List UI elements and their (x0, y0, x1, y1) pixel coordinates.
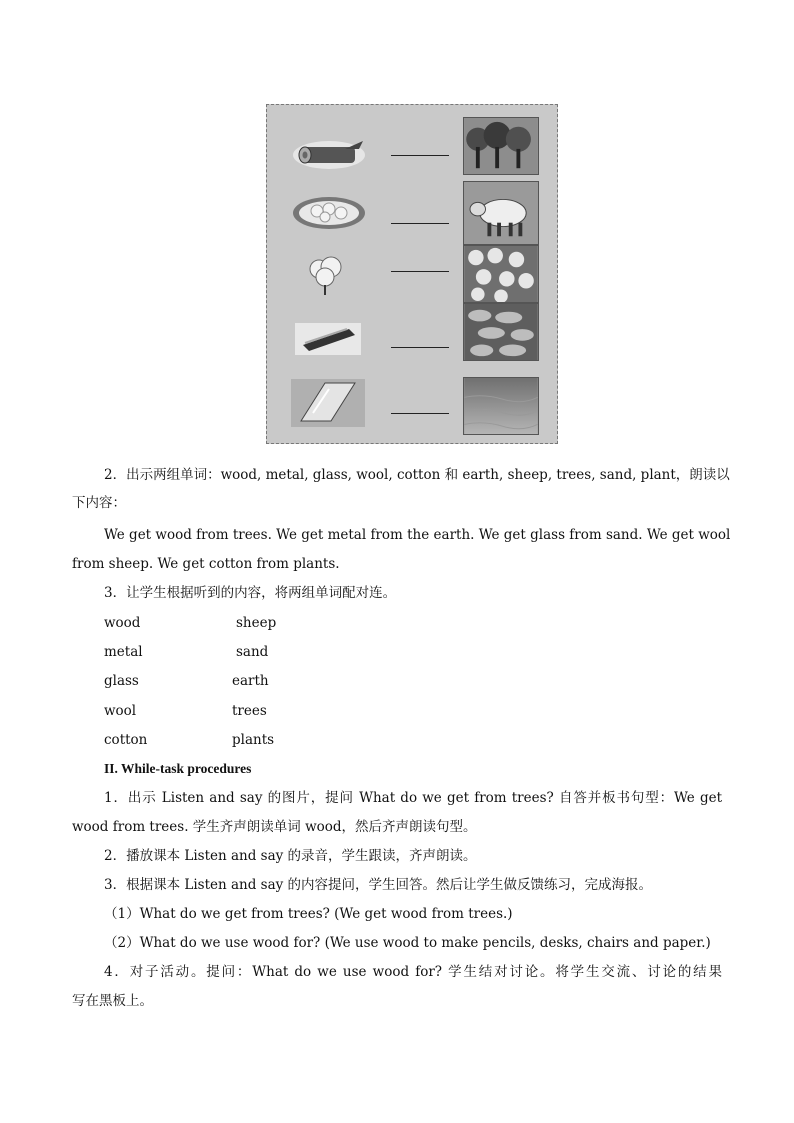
step-4-line1: 4．对子活动。提问：What do we use wood for? 学生结对讨论。将学生交流、讨论的结果 (104, 964, 722, 980)
section-heading: II. While-task procedures (104, 761, 252, 776)
metal-bar-icon (289, 313, 367, 365)
match-right-item: sheep (236, 615, 277, 631)
cotton-icon (289, 247, 367, 299)
match-right-item: earth (232, 673, 269, 689)
figure-row-metal (267, 313, 557, 373)
figure-row-cotton (267, 245, 557, 305)
figure-row-glass (267, 375, 557, 435)
match-right-item: trees (232, 703, 267, 719)
sand-icon (463, 377, 539, 435)
match-right-item: sand (236, 644, 269, 660)
answer-blank (391, 223, 449, 224)
earth-icon (463, 303, 539, 361)
sheep-icon (463, 181, 539, 245)
worksheet-figure (266, 104, 558, 444)
trees-icon (463, 117, 539, 175)
glass-pane-icon (289, 377, 367, 429)
question-2: （2）What do we use wood for? (We use wood to make pencils, desks, chairs and paper.) (104, 935, 711, 951)
step-4-line2: 写在黑板上。 (72, 993, 153, 1009)
match-left-item: wool (104, 703, 137, 719)
question-1: （1）What do we get from trees? (We get wood from trees.) (104, 906, 513, 922)
step-2: 2．播放课本 Listen and say 的录音，学生跟读，齐声朗读。 (104, 848, 477, 864)
answer-blank (391, 347, 449, 348)
step-1-line2: wood from trees. 学生齐声朗读单词 wood，然后齐声朗读句型。 (72, 819, 477, 835)
match-right-item: plants (232, 732, 275, 748)
wool-icon (289, 187, 367, 239)
reading-line1: We get wood from trees. We get metal from the earth. We get glass from sand. We get wool (104, 527, 731, 543)
reading-line2: from sheep. We get cotton from plants. (72, 556, 340, 572)
figure-row-wood (267, 117, 557, 177)
plants-icon (463, 245, 539, 303)
step-3: 3．根据课本 Listen and say 的内容提问，学生回答。然后让学生做反馈练习，完成海报。 (104, 877, 653, 893)
match-left-item: metal (104, 644, 143, 660)
match-left-item: wood (104, 615, 141, 631)
instruction-3: 3．让学生根据听到的内容，将两组单词配对连。 (104, 585, 397, 601)
instruction-2-line1: 2．出示两组单词：wood, metal, glass, wool, cotton 和 earth, sheep, trees, sand, plant，朗读以 (104, 467, 730, 483)
answer-blank (391, 155, 449, 156)
match-left-item: cotton (104, 732, 148, 748)
instruction-2-line2: 下内容： (72, 495, 126, 511)
answer-blank (391, 413, 449, 414)
answer-blank (391, 271, 449, 272)
match-left-item: glass (104, 673, 139, 689)
step-1-line1: 1．出示 Listen and say 的图片，提问 What do we get from trees? 自答并板书句型：We get (104, 790, 722, 806)
log-icon (289, 127, 367, 179)
figure-row-wool (267, 185, 557, 245)
